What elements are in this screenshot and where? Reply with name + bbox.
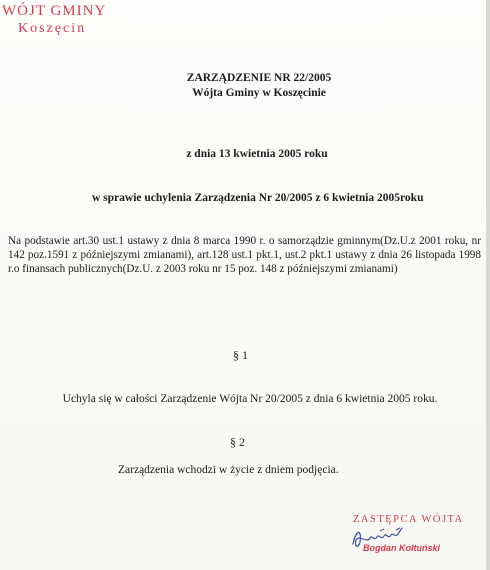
scan-edge	[486, 0, 490, 570]
section-1-mark: § 1	[233, 348, 248, 362]
stamp-line-1: WÓJT GMINY	[2, 3, 107, 19]
section-2-mark: § 2	[230, 435, 245, 449]
document-subtitle: Wójta Gminy w Koszęcinie	[192, 87, 326, 99]
document-subject: w sprawie uchylenia Zarządzenia Nr 20/2005 z 6 kwietnia 2005roku	[92, 192, 424, 204]
municipality-stamp	[2, 2, 106, 38]
stamp-line-2: Koszęcin	[18, 21, 87, 36]
stamp-name: Bogdan Kołtuński	[363, 543, 440, 553]
document-title: ZARZĄDZENIE NR 22/2005	[186, 72, 332, 84]
document-date: z dnia 13 kwietnia 2005 roku	[186, 148, 328, 160]
stamp-role: ZASTĘPCA WÓJTA	[353, 514, 464, 525]
section-2-text: Zarządzenia wchodzi w życie z dniem podjęcia.	[118, 464, 339, 476]
handwritten-signature	[350, 522, 410, 552]
section-1-text: Uchyla się w całości Zarządzenie Wójta Nr 20/2005 z dnia 6 kwietnia 2005 roku.	[62, 393, 438, 405]
legal-basis-paragraph: Na podstawie art.30 ust.1 ustawy z dnia 8 marca 1990 r. o samorządzie gminnym(Dz.U.z 2001 roku, nr 142 poz.1591 z późniejszymi zmianami), art.128 ust.1 pkt.1, ust.2 pkt.1 ustawy z dnia 26 listopada 1998 r.o finansach publicznych(Dz.U. z 2003 roku nr 15 poz. 148 z późniejszymi zmianami)	[8, 235, 481, 275]
